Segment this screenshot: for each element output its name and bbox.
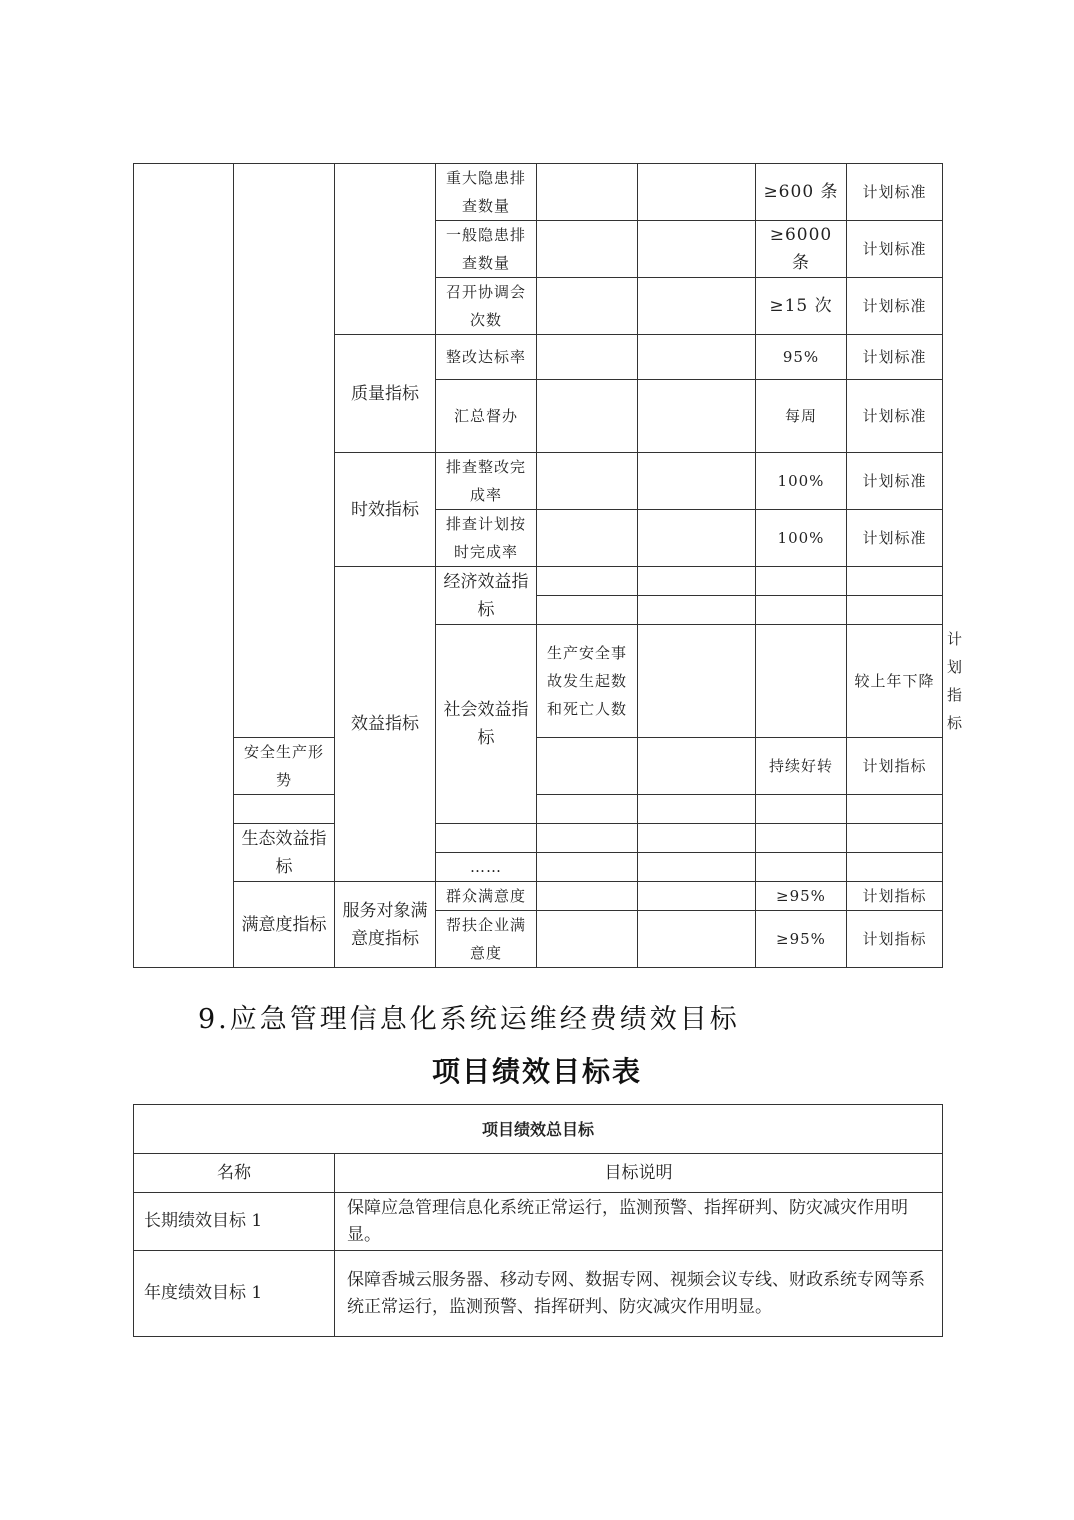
empty-cell [537,221,638,278]
performance-indicator-table [133,163,964,968]
empty-cell [756,824,847,853]
goal-table-header: 项目绩效总目标 [134,1105,943,1154]
goal-description: 保障香城云服务器、移动专网、数据专网、视频会议专线、财政系统专网等系统正常运行，监测预警、指挥研判、防灾减灾作用明显。 [335,1251,943,1337]
empty-cell [134,164,234,968]
indicator-value: ≥600 条 [756,164,847,221]
social-benefit-category: 社会效益指标 [436,625,537,824]
indicator-name: 排查计划按时完成率 [436,510,537,567]
indicator-name: 排查整改完成率 [436,453,537,510]
empty-cell [638,824,756,853]
empty-cell [638,596,756,625]
empty-cell [638,221,756,278]
indicator-standard: 计划标准 [847,278,943,335]
empty-cell [638,335,756,380]
indicator-standard: 计划标准 [847,335,943,380]
empty-cell [756,567,847,596]
empty-cell [436,824,537,853]
empty-cell [234,795,335,824]
empty-cell [537,335,638,380]
empty-cell [537,567,638,596]
empty-cell [756,596,847,625]
quality-indicator-category: 质量指标 [335,335,436,453]
page-title: 项目绩效目标表 [431,1055,642,1088]
table-row [134,1154,943,1193]
indicator-standard: 计划标准 [847,510,943,567]
indicator-value: 持续好转 [756,738,847,795]
empty-cell [847,853,943,882]
indicator-name: 一般隐患排查数量 [436,221,537,278]
indicator-value: ≥15 次 [756,278,847,335]
empty-cell [537,824,638,853]
empty-cell [537,853,638,882]
table-row [134,164,943,221]
indicator-standard: 计划标准 [847,453,943,510]
indicator-name: 整改达标率 [436,335,537,380]
empty-cell [537,795,638,824]
empty-cell [234,164,335,738]
empty-cell [638,510,756,567]
goal-name: 长期绩效目标 1 [134,1193,335,1251]
empty-cell [756,625,847,738]
indicator-standard: 计划指标 [847,911,943,968]
goal-name: 年度绩效目标 1 [134,1251,335,1337]
ellipsis: …… [436,853,537,882]
indicator-value: ≥95% [756,911,847,968]
indicator-name: 帮扶企业满意度 [436,911,537,968]
satisfaction-indicator-label: 满意度指标 [234,882,335,968]
table-row [134,795,943,824]
empty-cell [756,795,847,824]
section-title: 9.应急管理信息化系统运维经费绩效目标 [198,1004,740,1035]
empty-cell [847,596,943,625]
empty-cell [638,738,756,795]
indicator-standard: 计划标准 [847,221,943,278]
column-header-name: 名称 [134,1154,335,1193]
table-row [134,1193,943,1251]
empty-cell [537,453,638,510]
empty-cell [537,738,638,795]
empty-cell [847,795,943,824]
empty-cell [638,164,756,221]
empty-cell [847,824,943,853]
indicator-standard: 计划指标 [847,882,943,911]
empty-cell [537,278,638,335]
goal-description: 保障应急管理信息化系统正常运行，监测预警、指挥研判、防灾减灾作用明显。 [335,1193,943,1251]
indicator-name: 重大隐患排查数量 [436,164,537,221]
ecological-benefit-category: 生态效益指标 [234,824,335,882]
column-header-desc: 目标说明 [335,1154,943,1193]
timeliness-indicator-category: 时效指标 [335,453,436,567]
indicator-value: ≥6000 条 [756,221,847,278]
indicator-value: ≥95% [756,882,847,911]
indicator-standard: 计划指标 [847,738,943,795]
empty-cell [638,453,756,510]
empty-cell [638,625,756,738]
indicator-value: 较上年下降 [847,625,943,738]
benefit-indicator-label: 效益指标 [335,567,436,882]
indicator-value: 100% [756,510,847,567]
empty-cell [638,380,756,453]
indicator-standard: 计划标准 [847,380,943,453]
empty-cell [537,911,638,968]
empty-cell [756,853,847,882]
empty-cell [638,911,756,968]
empty-cell [537,882,638,911]
economic-benefit-category: 经济效益指标 [436,567,537,625]
empty-cell [638,278,756,335]
table-row [134,1251,943,1337]
empty-cell [638,882,756,911]
indicator-name: 汇总督办 [436,380,537,453]
empty-cell [537,596,638,625]
indicator-value: 95% [756,335,847,380]
table-row [134,882,943,911]
empty-cell [638,567,756,596]
empty-cell [638,795,756,824]
table-row: 社会效益指标 生产安全事故发生起数和死亡人数 较上年下降 计划指标 [134,625,943,738]
indicator-name: 群众满意度 [436,882,537,911]
empty-cell [847,567,943,596]
indicator-name: 生产安全事故发生起数和死亡人数 [537,625,638,738]
empty-cell [638,853,756,882]
empty-cell [537,510,638,567]
indicator-name: 召开协调会次数 [436,278,537,335]
empty-cell [335,164,436,335]
indicator-value: 100% [756,453,847,510]
indicator-value: 每周 [756,380,847,453]
table-row [134,1105,943,1154]
indicator-name: 安全生产形势 [234,738,335,795]
indicator-standard: 计划标准 [847,164,943,221]
performance-goal-table [133,1104,943,1337]
service-satisfaction-category: 服务对象满意度指标 [335,882,436,968]
empty-cell [537,164,638,221]
empty-cell [537,380,638,453]
table-row [134,824,943,853]
table-row [134,738,943,795]
